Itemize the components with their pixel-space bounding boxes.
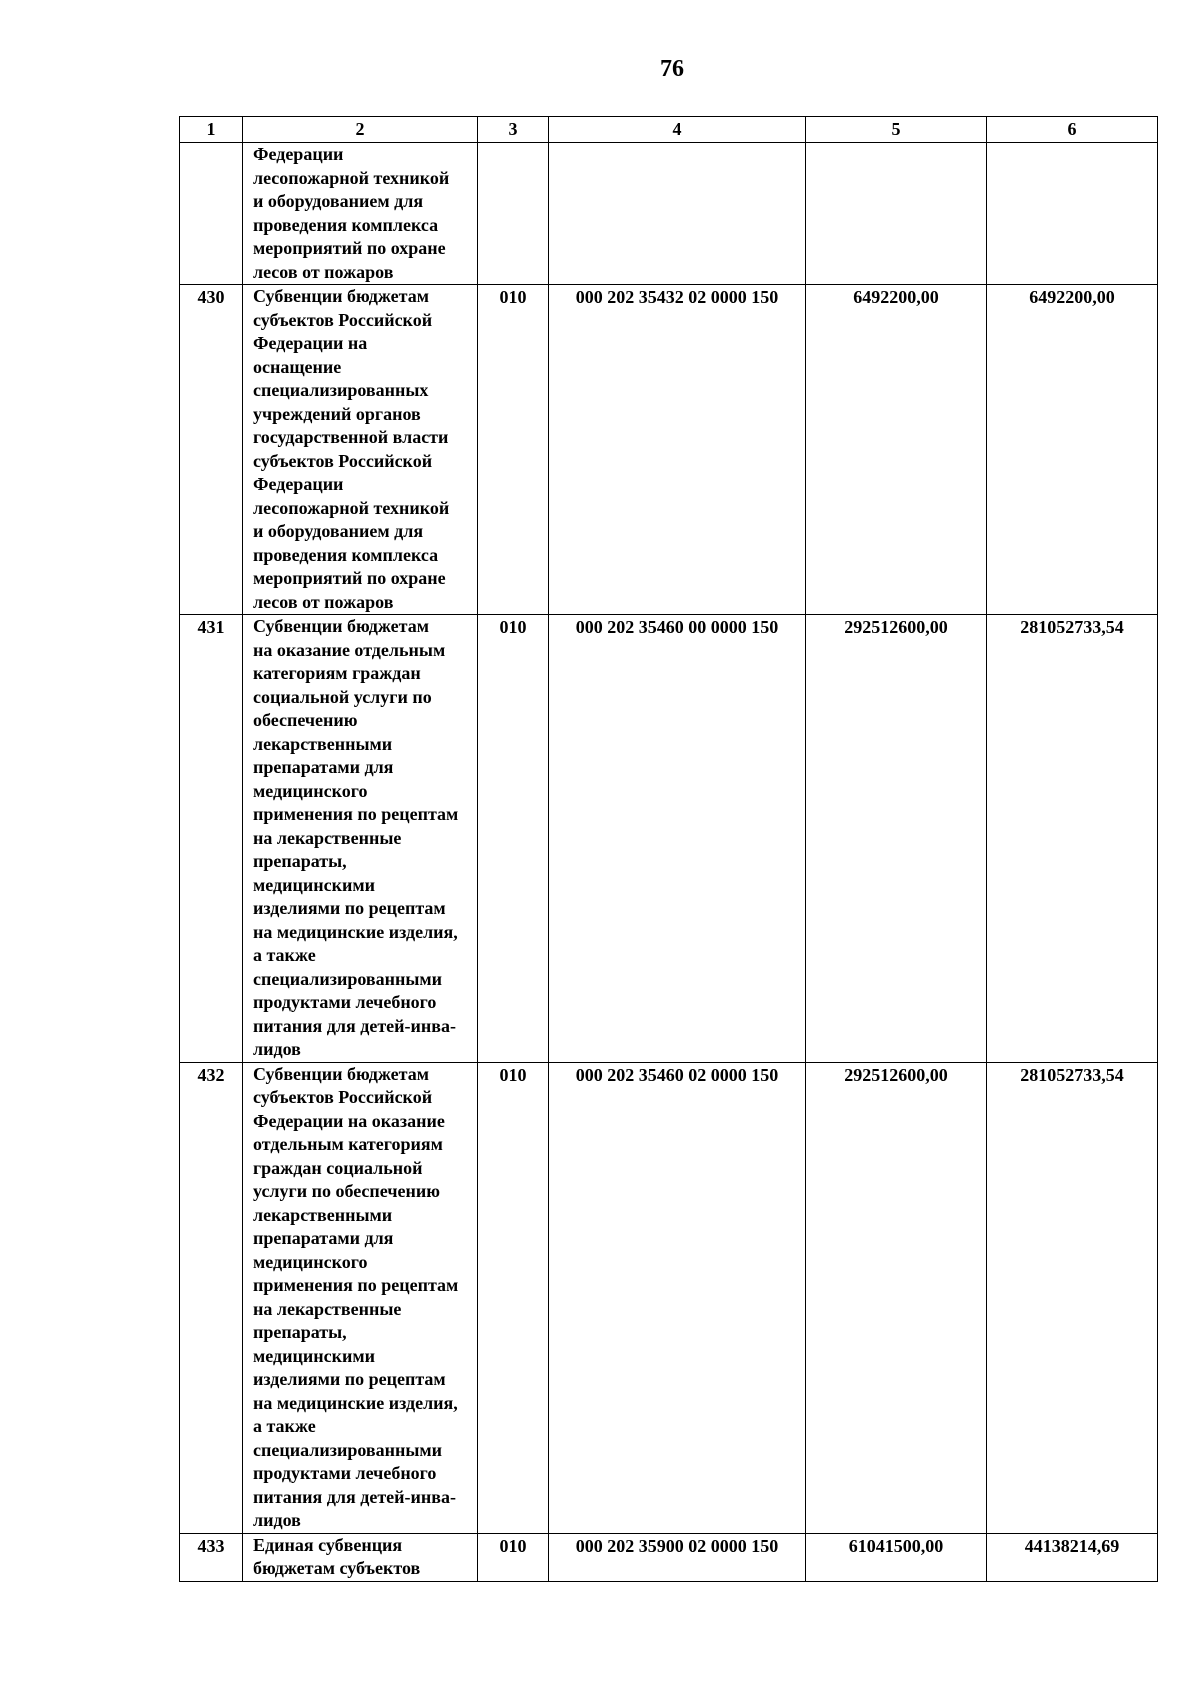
row-number: 433 <box>180 1533 243 1581</box>
column-header: 3 <box>478 117 549 143</box>
row-code: 010 <box>478 615 549 1063</box>
row-description <box>243 1062 478 1533</box>
column-header: 5 <box>806 117 987 143</box>
row-budget-classification: 000 202 35460 00 0000 150 <box>549 615 806 1063</box>
row-code <box>478 143 549 285</box>
column-header: 4 <box>549 117 806 143</box>
row-code: 010 <box>478 1533 549 1581</box>
row-budget-classification: 000 202 35460 02 0000 150 <box>549 1062 806 1533</box>
row-number: 430 <box>180 285 243 615</box>
column-header: 2 <box>243 117 478 143</box>
column-header: 1 <box>180 117 243 143</box>
budget-table <box>179 116 1158 1582</box>
page-number: 76 <box>660 56 684 82</box>
row-description-text: Субвенции бюджетам субъектов Российской Федерации на оказание отдельным категориям граждан социальной услуги по обеспечению лекарственными препаратами для медицинского применения по рецептам на лекарственные препараты, медицинскими изделиями по рецептам на медицинские изделия, а также специализированными продуктами лечебного питания для детей-инва- лидов <box>253 1063 459 1530</box>
row-description <box>243 615 478 1063</box>
row-number: 431 <box>180 615 243 1063</box>
row-plan-amount: 61041500,00 <box>806 1533 987 1581</box>
row-plan-amount <box>806 143 987 285</box>
row-actual-amount: 281052733,54 <box>987 1062 1158 1533</box>
row-actual-amount: 281052733,54 <box>987 615 1158 1063</box>
row-actual-amount: 44138214,69 <box>987 1533 1158 1581</box>
table-header-row <box>180 117 1158 143</box>
row-actual-amount: 6492200,00 <box>987 285 1158 615</box>
row-budget-classification: 000 202 35432 02 0000 150 <box>549 285 806 615</box>
row-number <box>180 143 243 285</box>
row-number: 432 <box>180 1062 243 1533</box>
row-description <box>243 285 478 615</box>
row-description <box>243 143 478 285</box>
row-description-text: Единая субвенция бюджетам субъектов <box>253 1534 421 1578</box>
row-description-text: Субвенции бюджетам на оказание отдельным категориям граждан социальной услуги по обеспечению лекарственными препаратами для медицинского применения по рецептам на лекарственные препараты, медицинскими изделиями по рецептам на медицинские изделия, а также специализированными продуктами лечебного питания для детей-инва- лидов <box>253 616 459 1059</box>
row-description <box>243 1533 478 1581</box>
column-header: 6 <box>987 117 1158 143</box>
table-row <box>180 285 1158 615</box>
row-budget-classification: 000 202 35900 02 0000 150 <box>549 1533 806 1581</box>
table-row <box>180 1533 1158 1581</box>
row-actual-amount <box>987 143 1158 285</box>
row-plan-amount: 6492200,00 <box>806 285 987 615</box>
row-plan-amount: 292512600,00 <box>806 1062 987 1533</box>
row-code: 010 <box>478 1062 549 1533</box>
table-row <box>180 143 1158 285</box>
row-description-text: Федерации лесопожарной техникой и оборудованием для проведения комплекса мероприятий по охране лесов от пожаров <box>253 144 450 282</box>
table-row <box>180 1062 1158 1533</box>
row-budget-classification <box>549 143 806 285</box>
row-description-text: Субвенции бюджетам субъектов Российской Федерации на оснащение специализированных учреждений органов государственной власти субъектов Российской Федерации лесопожарной техникой и оборудованием для проведения комплекса мероприятий по охране лесов от пожаров <box>253 286 450 612</box>
row-code: 010 <box>478 285 549 615</box>
row-plan-amount: 292512600,00 <box>806 615 987 1063</box>
table-row <box>180 615 1158 1063</box>
